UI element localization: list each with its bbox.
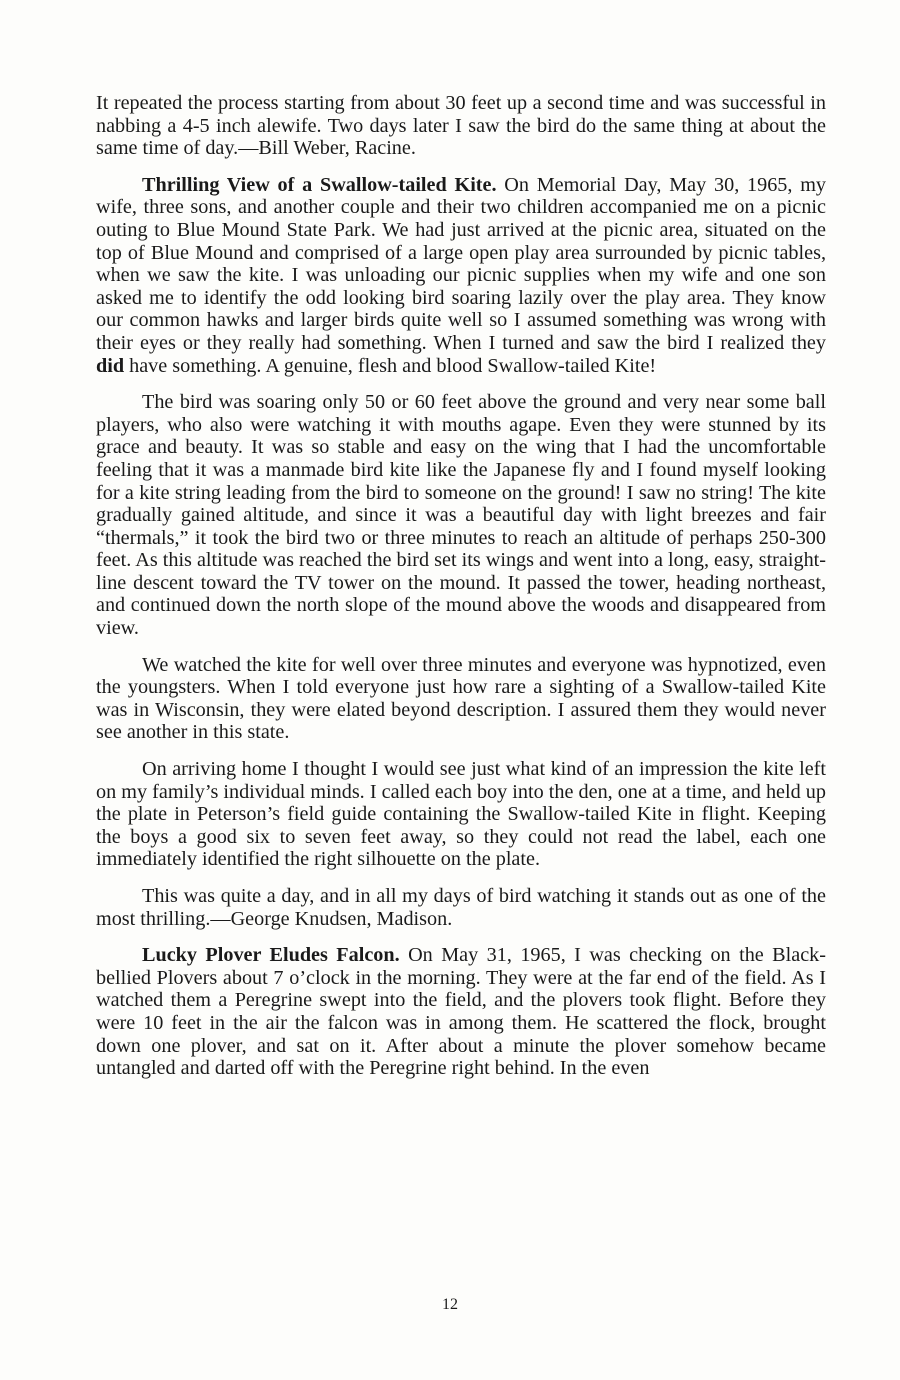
paragraph-arriving-home	[96, 758, 826, 871]
paragraph-text: The bird was soaring only 50 or 60 feet above the ground and very near some ball players, who also were watching it with mouths agape. Even they were stunned by its grace and beauty. It was so stable and easy on the wing that I had the uncomfortable feeling that it was a manmade bird kite like the Japanese fly and I found myself looking for a kite string leading from the bird to someone on the ground! I saw no string! The kite gradually gained altitude, and since it was a beautiful day with light breezes and fair “thermals,” it took the bird two or three minutes to reach an altitude of perhaps 250-300 feet. As this altitude was reached the bird set its wings and went into a long, easy, straight-line descent toward the TV tower on the mound. It passed the tower, heading northeast, and continued down the north slope of the mound above the woods and disappeared from view.	[96, 391, 826, 640]
paragraph-text: On arriving home I thought I would see just what kind of an impression the kite left on my family’s individual minds. I called each boy into the den, one at a time, and held up the plate in Peterson’s field guide containing the Swallow-tailed Kite in flight. Keeping the boys a good six to seven feet away, so they could not read the label, each one immediately identified the right silhouette on the plate.	[96, 758, 826, 871]
emphasis-text: did	[96, 354, 125, 377]
paragraph-kite-soaring	[96, 391, 826, 640]
paragraph-text: It repeated the process starting from about 30 feet up a second time and was successful in nabbing a 4-5 inch alewife. Two days later I saw the bird do the same thing at about the same time of day.—Bill Weber, Racine.	[96, 92, 826, 160]
paragraph-lucky-plover	[96, 944, 826, 1080]
paragraph-text-continued: have something. A genuine, flesh and blood Swallow-tailed Kite!	[124, 354, 657, 377]
paragraph-text: On Memorial Day, May 30, 1965, my wife, three sons, and another couple and their two children accompanied me on a picnic outing to Blue Mound State Park. We had just arrived at the picnic area, situated on the top of Blue Mound and comprised of a large open play area surrounded by picnic tables, when we saw the kite. I was unloading our picnic supplies when my wife and one son asked me to identify the odd looking bird soaring lazily over the play area. They know our common hawks and larger birds quite well so I assumed something was wrong with their eyes or they really had something. When I turned and saw the bird I realized they	[96, 173, 826, 354]
page-number: 12	[442, 1296, 458, 1313]
paragraph-text: This was quite a day, and in all my days of bird watching it stands out as one of the most thrilling.—George Knudsen, Madison.	[96, 885, 826, 930]
section-heading-swallow-tailed-kite: Thrilling View of a Swallow-tailed Kite.	[142, 173, 497, 196]
paragraph-quite-a-day	[96, 885, 826, 930]
paragraph-watched-kite	[96, 654, 826, 744]
article-body	[96, 92, 826, 1094]
paragraph-continuation	[96, 92, 826, 160]
section-heading-lucky-plover: Lucky Plover Eludes Falcon.	[142, 944, 400, 967]
paragraph-swallow-tailed-kite	[96, 174, 826, 377]
paragraph-text: On May 31, 1965, I was checking on the Black-bellied Plovers about 7 o’clock in the morning. They were at the far end of the field. As I watched them a Peregrine swept into the field, and the plovers took flight. Before they were 10 feet in the air the falcon was in among them. He scattered the flock, brought down one plover, and sat on it. After about a minute the plover somehow became untangled and darted off with the Peregrine right behind. In the even	[96, 944, 826, 1080]
paragraph-text: We watched the kite for well over three minutes and everyone was hypnotized, even the youngsters. When I told everyone just how rare a sighting of a Swallow-tailed Kite was in Wisconsin, they were elated beyond description. I assured them they would never see another in this state.	[96, 653, 826, 744]
